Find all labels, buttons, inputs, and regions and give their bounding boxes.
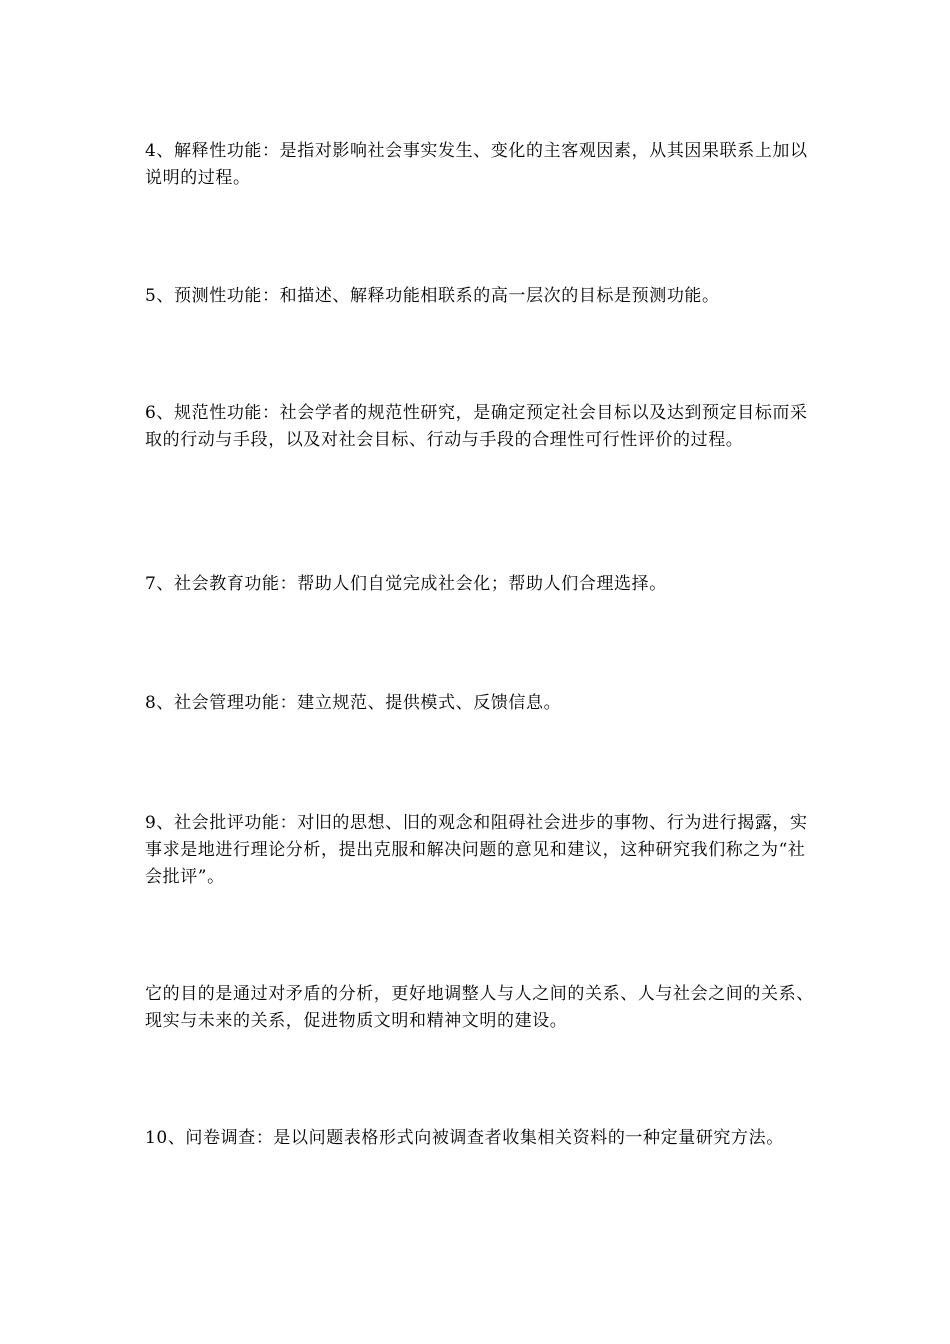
paragraph-normative-function: 6、规范性功能：社会学者的规范性研究，是确定预定社会目标以及达到预定目标而采取的行动与手段，以及对社会目标、行动与手段的合理性可行性评价的过程。 [145, 403, 808, 450]
paragraph-questionnaire-survey: 10、问卷调查：是以问题表格形式向被调查者收集相关资料的一种定量研究方法。 [145, 1128, 784, 1148]
paragraph-criticism-purpose: 它的目的是通过对矛盾的分析，更好地调整人与人之间的关系、人与社会之间的关系、现实与未来的关系，促进物质文明和精神文明的建设。 [145, 984, 814, 1031]
paragraph-social-management-function: 8、社会管理功能：建立规范、提供模式、反馈信息。 [145, 693, 562, 713]
paragraph-explanatory-function: 4、解释性功能：是指对影响社会事实发生、变化的主客观因素，从其因果联系上加以说明的过程。 [145, 141, 808, 188]
paragraph-predictive-function: 5、预测性功能：和描述、解释功能相联系的高一层次的目标是预测功能。 [145, 286, 720, 306]
paragraph-social-education-function: 7、社会教育功能：帮助人们自觉完成社会化；帮助人们合理选择。 [145, 574, 667, 594]
paragraph-social-criticism-function: 9、社会批评功能：对旧的思想、旧的观念和阻碍社会进步的事物、行为进行揭露，实事求是地进行理论分析，提出克服和解决问题的意见和建议，这种研究我们称之为“社会批评”。 [145, 813, 808, 887]
